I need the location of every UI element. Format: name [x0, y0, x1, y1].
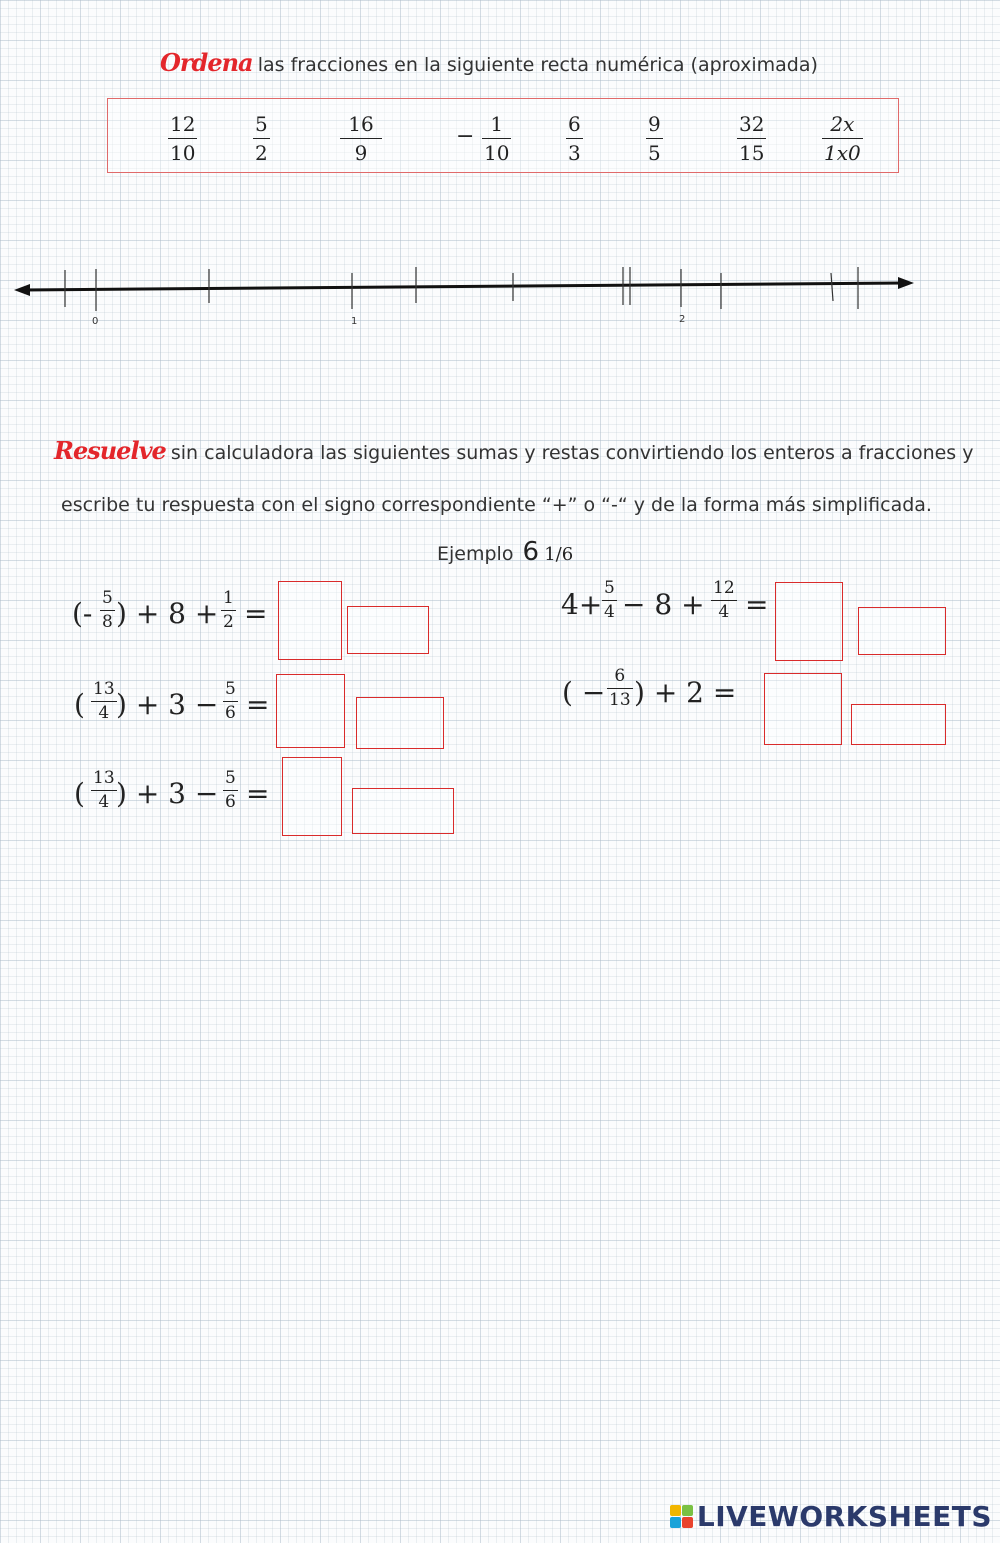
- fraction-denominator: 4: [98, 792, 110, 812]
- fraction-bar: [100, 610, 115, 611]
- fraction-bar: [646, 138, 663, 139]
- answer-whole-box[interactable]: [282, 757, 342, 836]
- exercise-equals: =: [745, 588, 769, 621]
- answer-whole-box[interactable]: [276, 674, 345, 748]
- fraction-denominator: 4: [718, 602, 730, 622]
- exercise-fraction: [223, 770, 238, 811]
- resuelve-instruction-line2: escribe tu respuesta con el signo correspondiente “+” o “-“ y de la forma más simplificada.: [61, 494, 932, 516]
- fraction-bar: [340, 138, 382, 139]
- fraction-bar: [168, 138, 197, 139]
- fraction-denominator: 8: [102, 612, 113, 632]
- tick-label-1: 1: [351, 316, 358, 327]
- tick-mark: [831, 273, 833, 301]
- exercise-fraction: [100, 590, 115, 631]
- fraction-denominator: 5: [648, 141, 661, 165]
- exercise-middle: ) + 2 =: [634, 676, 737, 709]
- fraction-denominator: 2: [223, 612, 234, 632]
- exercise-fraction: [602, 580, 617, 621]
- fraction-item[interactable]: [822, 114, 863, 163]
- exercise-fraction: [91, 681, 117, 722]
- fraction-numerator: 32: [739, 112, 765, 136]
- fraction-numerator: 5: [255, 112, 268, 136]
- fraction-numerator: 6: [614, 666, 626, 686]
- exercise-open: ( −: [562, 676, 606, 709]
- fraction-denominator: 10: [484, 141, 510, 165]
- fraction-numerator: 5: [225, 768, 236, 788]
- fraction-denominator: 13: [609, 690, 631, 710]
- fraction-bar: [253, 138, 270, 139]
- exercise-fraction: [91, 770, 117, 811]
- fraction-item[interactable]: [253, 114, 270, 163]
- fraction-bar: [566, 138, 583, 139]
- fraction-item[interactable]: [340, 114, 382, 163]
- fraction-bar: [223, 701, 238, 702]
- logo-grid-icon: [670, 1505, 693, 1528]
- exercise-open: (: [74, 688, 85, 721]
- fraction-denominator: 1x0: [824, 141, 861, 165]
- example-label: Ejemplo: [437, 543, 514, 565]
- answer-whole-box[interactable]: [764, 673, 842, 745]
- fraction-bar: [737, 138, 766, 139]
- example: [437, 537, 573, 567]
- fraction-denominator: 10: [170, 141, 196, 165]
- answer-whole-box[interactable]: [775, 582, 843, 661]
- fraction-numerator: 13: [93, 679, 115, 699]
- exercise-middle: ) + 8 +: [116, 597, 219, 630]
- answer-fraction-box[interactable]: [347, 606, 429, 654]
- fraction-denominator: 4: [604, 602, 615, 622]
- fraction-bar: [91, 701, 117, 702]
- fraction-numerator: 12: [713, 578, 735, 598]
- fraction-bar: [91, 790, 117, 791]
- fraction-bar: [482, 138, 511, 139]
- fraction-bar: [822, 138, 863, 139]
- logo-text: LIVEWORKSHEETS: [696, 1500, 992, 1533]
- fraction-numerator: 5: [604, 578, 615, 598]
- fraction-numerator: 5: [225, 679, 236, 699]
- fraction-numerator: 2x: [830, 112, 855, 136]
- fraction-bar: [602, 600, 617, 601]
- fraction-denominator: 6: [225, 792, 236, 812]
- fraction-numerator: 5: [102, 588, 113, 608]
- exercise-fraction: [607, 668, 633, 709]
- resuelve-instruction-line1: sin calculadora las siguientes sumas y restas convirtiendo los enteros a fracciones y: [170, 442, 974, 464]
- fraction-denominator: 15: [739, 141, 765, 165]
- fraction-numerator: 1: [490, 112, 504, 136]
- fraction-bar: [607, 688, 633, 689]
- exercise-fraction: [221, 590, 236, 631]
- section1-heading: [160, 48, 818, 77]
- exercise-equals: =: [246, 688, 270, 721]
- fraction-denominator: 2: [255, 141, 268, 165]
- fraction-bar: [223, 790, 238, 791]
- fraction-bar: [711, 600, 737, 601]
- answer-fraction-box[interactable]: [851, 704, 946, 745]
- liveworksheets-logo: [670, 1500, 992, 1533]
- fraction-item[interactable]: [168, 114, 197, 163]
- exercise-middle: ) + 3 −: [116, 688, 219, 721]
- negative-sign: −: [456, 124, 475, 149]
- resuelve-word: Resuelve: [54, 436, 166, 465]
- left-arrow-icon: [14, 284, 30, 296]
- fraction-numerator: 6: [568, 112, 581, 136]
- fraction-numerator: 1: [223, 588, 234, 608]
- fraction-bar: [221, 610, 236, 611]
- tick-label-2: 2: [679, 314, 686, 325]
- example-whole: 6: [522, 537, 540, 567]
- fraction-numerator: 9: [648, 112, 661, 136]
- fraction-item[interactable]: [566, 114, 583, 163]
- fraction-denominator: 3: [568, 141, 581, 165]
- exercise-equals: =: [246, 777, 270, 810]
- exercise-open: (: [74, 777, 85, 810]
- number-line-axis: [24, 283, 906, 290]
- fraction-denominator: 6: [225, 703, 236, 723]
- fraction-item[interactable]: [482, 114, 511, 163]
- fraction-numerator: 12: [170, 112, 196, 136]
- fraction-denominator: 4: [98, 703, 110, 723]
- answer-fraction-box[interactable]: [356, 697, 444, 749]
- exercise-open: 4+: [561, 588, 603, 621]
- exercise-equals: =: [244, 597, 268, 630]
- exercise-fraction: [223, 681, 238, 722]
- exercise-middle: ) + 3 −: [116, 777, 219, 810]
- right-arrow-icon: [898, 277, 914, 289]
- number-line[interactable]: [0, 255, 1000, 325]
- exercise-middle: − 8 +: [622, 588, 705, 621]
- answer-fraction-box[interactable]: [352, 788, 454, 834]
- answer-whole-box[interactable]: [278, 581, 342, 660]
- exercise-fraction: [711, 580, 737, 621]
- ordena-instruction: las fracciones en la siguiente recta numérica (aproximada): [257, 54, 818, 76]
- fraction-item[interactable]: [646, 114, 663, 163]
- fraction-numerator: 13: [93, 768, 115, 788]
- fraction-denominator: 9: [354, 141, 368, 165]
- fraction-numerator: 16: [348, 112, 374, 136]
- tick-label-0: 0: [92, 316, 99, 327]
- exercise-open: (-: [72, 597, 93, 630]
- answer-fraction-box[interactable]: [858, 607, 946, 655]
- section2-heading: [54, 436, 974, 465]
- ordena-word: Ordena: [160, 48, 253, 77]
- example-fraction: 1/6: [544, 544, 574, 565]
- fraction-item[interactable]: [737, 114, 766, 163]
